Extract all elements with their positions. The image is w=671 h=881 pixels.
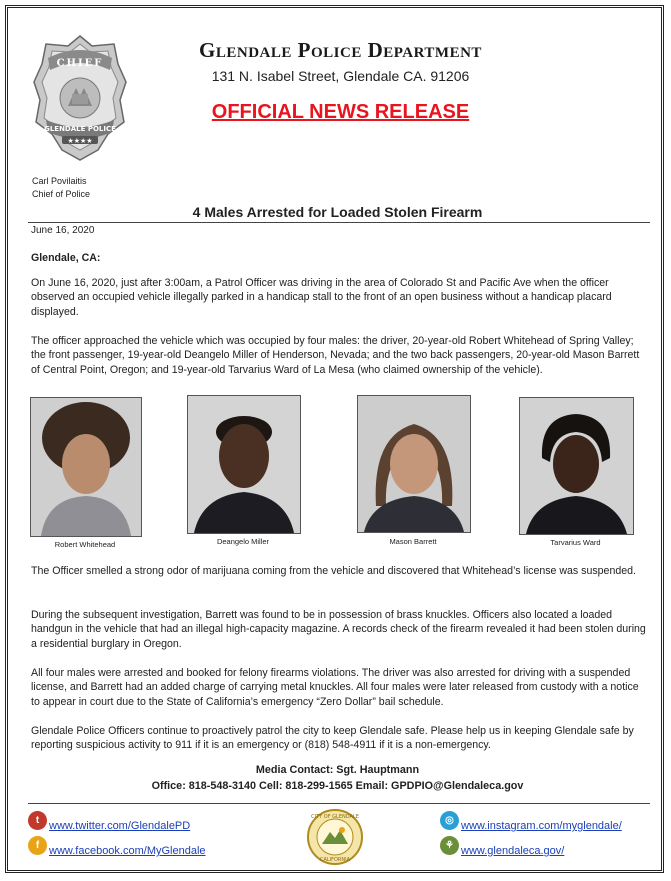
facebook-icon: f: [28, 836, 47, 855]
chief-title: Chief of Police: [32, 189, 91, 199]
paragraph-6: Glendale Police Officers continue to proactively patrol the city to keep Glendale safe. Please help us in keeping Glendale safe by reporting suspicious activity to 911 if it is an emergency or (818) 548-4911 if it is a non-emergency.: [31, 725, 634, 752]
release-date: June 16, 2020: [31, 225, 95, 236]
footer-rule: [28, 803, 650, 804]
media-contact: Media Contact: Sgt. Hauptmann: [255, 764, 420, 776]
headline-rule: [28, 222, 650, 223]
badge-bottom-text: GLENDALE POLICE: [44, 125, 116, 133]
instagram-icon: ◎: [440, 811, 459, 830]
caption-mason-barrett: Mason Barrett: [389, 537, 437, 546]
police-chief-badge: [32, 34, 128, 162]
instagram-link[interactable]: www.instagram.com/myglendale/: [461, 820, 622, 832]
caption-tarvarius-ward: Tarvarius Ward: [550, 538, 601, 547]
department-title: Glendale Police Department: [199, 38, 482, 62]
website-link[interactable]: www.glendaleca.gov/: [461, 845, 565, 857]
caption-deangelo-miller: Deangelo Miller: [216, 537, 270, 546]
twitter-link[interactable]: www.twitter.com/GlendalePD: [49, 820, 191, 832]
paragraph-1: On June 16, 2020, just after 3:00am, a Patrol Officer was driving in the area of Colorado St and Pacific Ave when the officer observed an occupied vehicle illegally parked in a handicap stall to the front of an open business without a handicap placard displayed.: [31, 277, 612, 318]
website-icon: ⚘: [440, 836, 459, 855]
mugshot-deangelo-miller: [187, 395, 301, 534]
mugshot-tarvarius-ward: [519, 397, 634, 535]
caption-robert-whitehead: Robert Whitehead: [54, 540, 116, 549]
paragraph-3: The Officer smelled a strong odor of marijuana coming from the vehicle and discovered that Whitehead’s license was suspended.: [31, 565, 636, 577]
paragraph-5: All four males were arrested and booked for felony firearms violations. The driver was also arrested for driving with a suspended license, and Barrett had an added charge of carrying metal knuckles. All four males were later released from custody with a notice to appear in court due to the State of California’s emergency “Zero Dollar” bail schedule.: [31, 667, 639, 708]
facebook-link[interactable]: www.facebook.com/MyGlendale: [49, 845, 206, 857]
paragraph-2: The officer approached the vehicle which was occupied by four males: the driver, 20-year-old Robert Whitehead of Spring Valley; the front passenger, 19-year-old Deangelo Miller of Henderson, Nevada; and the two back passengers, 20-year-old Mason Barrett of Central Point, Oregon; and 19-year-old Tarvarius Ward of La Mesa (who claimed ownership of the vehicle).: [31, 335, 640, 376]
seal-bottom-text: CALIFORNIA: [319, 857, 351, 863]
contact-details: Office: 818-548-3140 Cell: 818-299-1565 Email: GPDPIO@Glendaleca.gov: [151, 780, 524, 792]
department-address: 131 N. Isabel Street, Glendale CA. 91206: [211, 68, 470, 84]
headline: 4 Males Arrested for Loaded Stolen Firearm: [192, 204, 483, 220]
svg-text:★★★★: ★★★★: [67, 137, 93, 145]
official-news-release-label: OFFICIAL NEWS RELEASE: [211, 101, 470, 123]
badge-top-text: CHIEF: [56, 58, 104, 69]
paragraph-4: During the subsequent investigation, Barrett was found to be in possession of brass knuckles. Officers also located a loaded handgun in the vehicle that had an illegal high-capacity magazine. A records check of the firearm revealed it had been stolen during a residential burglary in Oregon.: [31, 609, 646, 650]
mugshot-robert-whitehead: [30, 397, 142, 537]
twitter-icon: t: [28, 811, 47, 830]
city-seal-icon: [306, 808, 364, 866]
seal-text: CITY OF GLENDALE: [311, 814, 359, 820]
chief-block: [32, 175, 90, 201]
chief-name: Carl Povilaitis: [32, 176, 87, 186]
mugshot-mason-barrett: [357, 395, 471, 533]
dateline: Glendale, CA:: [31, 252, 101, 264]
press-release-page: [5, 5, 664, 873]
